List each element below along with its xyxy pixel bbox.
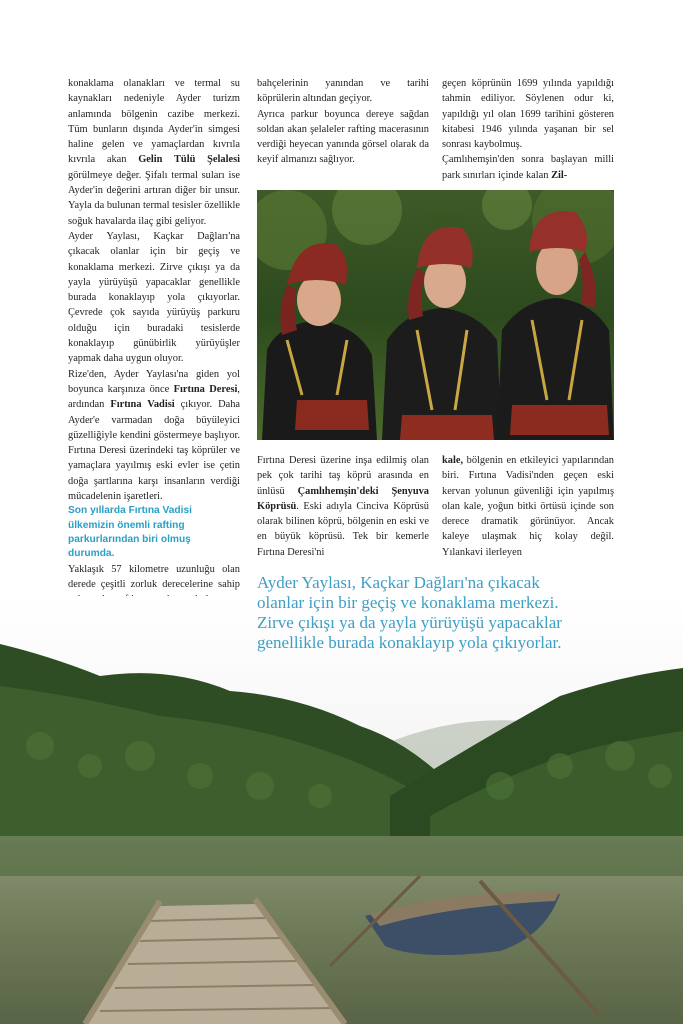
- col1-highlight: Son yıllarda Fırtına Vadisi ülkemizin önemli rafting parkurlarından biri olmuş durumda.: [68, 505, 192, 560]
- col3-lower-paragraph: kale, bölgenin en etkileyici yapılarından biri. Fırtına Vadisi'nden geçen eski kervan yolunun güvenliği için yapılmış olan kale, yoğun bitki örtüsü içinde son derece dramatik görünüyor. Ancak kaleye ulaşmak hiç kolay değil. Yılankavi ilerleyen: [442, 455, 614, 558]
- col1-paragraph-3: Rize'den, Ayder Yaylası'na giden yol boyunca karşınıza önce Fırtına Deresi, ardından Fırtına Vadisi çıkıyor. Daha Ayder'e varmadan doğa büyüleyici güzelliğiyle kendini göstermeye başlıyor. Fırtına Deresi üzerindeki taş köprüler ve yamaçlara yayılmış eski evler ise çetin doğa şartlarına karşı insanların verdiği mücadelenin işaretleri.: [68, 368, 241, 503]
- col2-lower-paragraph: Fırtına Deresi üzerine inşa edilmiş olan pek çok tarihi taş köprü arasında en ünlüsü Çamlıhemşin'deki Şenyuva Köprüsü. Eski adıyla Cinciva Köprüsü olarak bilinen köprü, bölgenin en eski ve en büyük köprüsü. Tek bir kemerle Fırtına Deresi'ni: [257, 455, 429, 558]
- column-1: [68, 76, 240, 638]
- col1-paragraph-1: konaklama olanakları ve termal su kaynakları nedeniyle Ayder turizm anlamında bölgenin cazibe merkezi. Tüm bunların dışında Ayder'in simgesi haline gelen ve yamaçlardan kıvrıla kıvrıla akan Gelin Tülü Şelalesi görülmeye değer. Şifalı termal suları ise Ayder'in değerini artıran diğer bir unsur. Yayla da bulunan termal tesisler özellikle soğuk havalarda ilaç gibi geliyor.: [68, 78, 240, 227]
- col2-paragraph-1: bahçelerinin yanından ve tarihi köprülerin altından geçiyor.: [257, 78, 429, 105]
- column-3-lower: [442, 453, 614, 560]
- col1-paragraph-4: Yaklaşık 57 kilometre uzunluğu olan derede çeşitli zorluk derecelerine sahip: [68, 563, 240, 590]
- col3-paragraph-1: geçen köprünün 1699 yılında yapıldığı tahmin ediliyor. Söylenen odur ki, yapıldığı yıl olan 1699 tarihini gösteren kitabesi 1946 yılında yaşanan bir sel sonrası kaybolmuş.: [442, 78, 614, 151]
- musicians-photo: [257, 190, 614, 440]
- col3-paragraph-2: Çamlıhemşin'den sonra başlayan milli park sınırları içinde kalan Zil-: [442, 154, 614, 181]
- col1-paragraph-2: Ayder Yaylası, Kaçkar Dağları'na çıkacak olanlar için bir geçiş ve konaklama merkezi. Zirve çıkışı ya da yayla yürüyüşü yapacaklar genellikle burada konaklayıp yola çıkıyorlar. Çevrede çok sayıda yürüyüş parkuru olduğu için buradaki tesislerde konaklayıp günübirlik yürüyüşler yapmak daha uygun oluyor.: [68, 230, 240, 365]
- gelin-tulu-bold: Gelin Tülü Şelalesi: [138, 154, 240, 166]
- column-2-lower: [257, 453, 429, 560]
- pull-quote: Ayder Yaylası, Kaçkar Dağları'na çıkacak olanlar için bir geçiş ve konaklama merkezi. Zirve çıkışı ya da yayla yürüyüşü yapacaklar genellikle burada konaklayıp yola çıkıyorlar.: [257, 573, 562, 652]
- column-3: [442, 76, 614, 183]
- musicians-illustration: [257, 190, 614, 440]
- lake-illustration: [0, 596, 683, 1024]
- lake-photo: [0, 596, 683, 1024]
- column-2: [257, 76, 429, 168]
- col2-paragraph-2: Ayrıca parkur boyunca dereye sağdan soldan akan şelaleler rafting macerasının verdiği heyecan yanında görsel olarak da keyif almanızı sağlıyor.: [257, 108, 429, 166]
